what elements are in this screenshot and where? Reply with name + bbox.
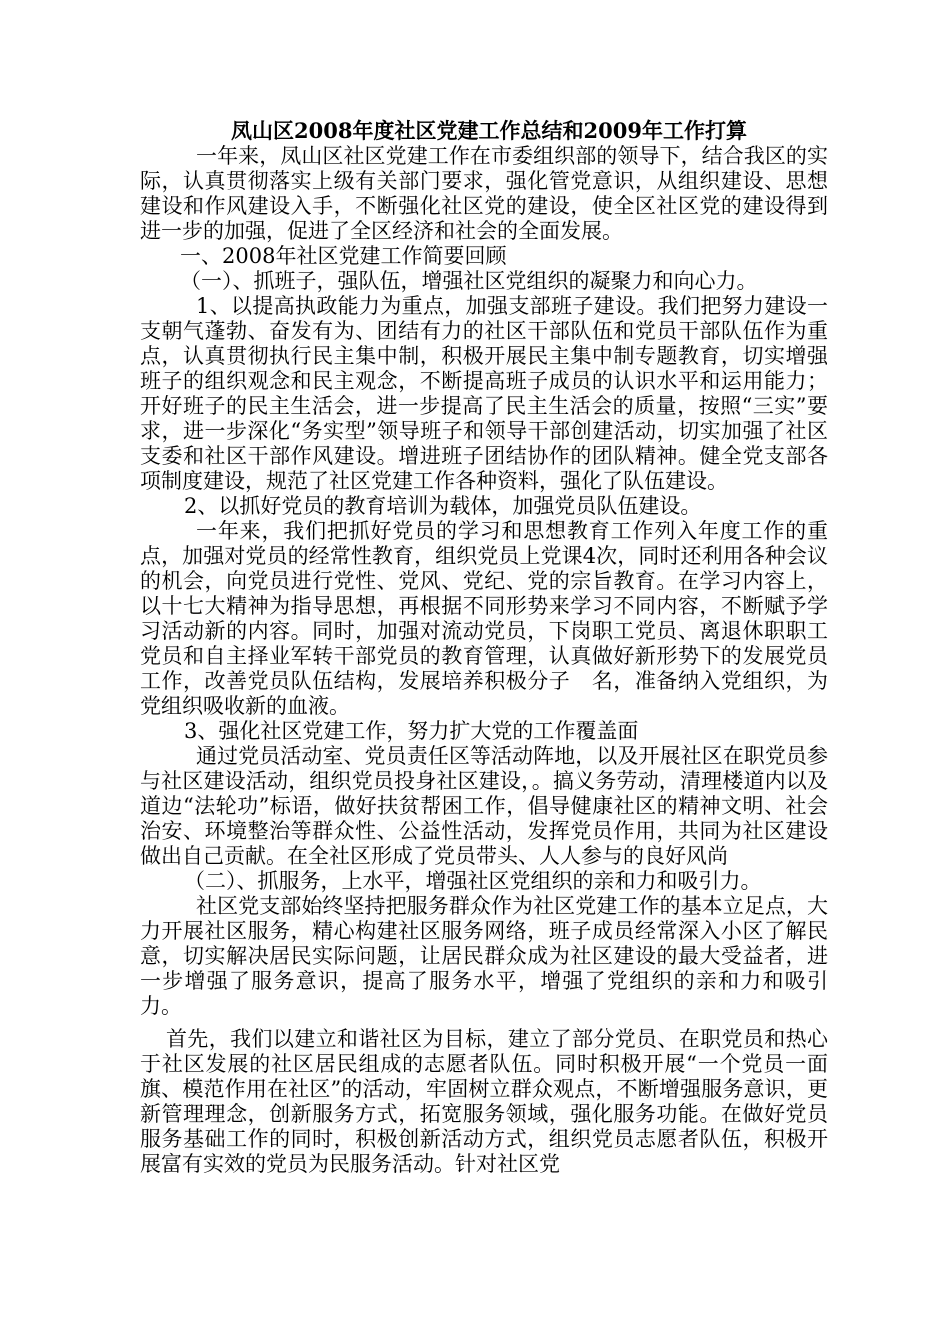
item-2-paragraph: 一年来，我们把抓好党员的学习和思想教育工作列入年度工作的重点，加强对党员的经常性教育，组织党员上党课4次，同时还利用各种会议的机会，向党员进行党性、党风、党纪、党的宗旨教育。在学习内容上，以十七大精神为指导思想，再根据不同形势来学习不同内容，不断赋予学习活动新的内容。同时，加强对流动党员，下岗职工党员、离退休职职工党员和自主择业军转干部党员的教育管理，认真做好新形势下的发展党员工作，改善党员队伍结构，发展培养积极分子 名，准备纳入党组织，为党组织吸收新的血液。 bbox=[140, 519, 828, 718]
section-heading-review: 一、2008年社区党建工作简要回顾 bbox=[180, 244, 507, 268]
first-point-paragraph: 首先，我们以建立和谐社区为目标，建立了部分党员、在职党员和热心于社区发展的社区居民组成的志愿者队伍。同时积极开展“一个党员一面旗、模范作用在社区”的活动，牢固树立群众观点，不断增强服务意识，更新管理理念，创新服务方式，拓宽服务领域，强化服务功能。在做好党员服务基础工作的同时，积极创新活动方式，组织党员志愿者队伍，积极开展富有实效的党员为民服务活动。针对社区党 bbox=[140, 1027, 828, 1176]
item-3-paragraph: 通过党员活动室、党员责任区等活动阵地，以及开展社区在职党员参与社区建设活动，组织党员投身社区建设，。搞义务劳动，清理楼道内以及道边“法轮功”标语，做好扶贫帮困工作，倡导健康社区的精神文明、社会治安、环境整治等群众性、公益性活动，发挥党员作用，共同为社区建设做出自己贡献。在全社区形成了党员带头、人人参与的良好风尚 bbox=[140, 744, 828, 868]
subsection-heading-1: （一）、抓班子，强队伍，增强社区党组织的凝聚力和向心力。 bbox=[180, 269, 758, 293]
item-2-heading: 2、以抓好党员的教育培训为载体，加强党员队伍建设。 bbox=[184, 494, 702, 518]
service-paragraph: 社区党支部始终坚持把服务群众作为社区党建工作的基本立足点，大力开展社区服务，精心构建社区服务网络，班子成员经常深入小区了解民意，切实解决居民实际问题，让居民群众成为社区建设的最大受益者，进一步增强了服务意识，提高了服务水平，增强了党组织的亲和力和吸引力。 bbox=[140, 894, 828, 1018]
item-3-heading: 3、强化社区党建工作，努力扩大党的工作覆盖面 bbox=[184, 719, 639, 743]
document-page bbox=[140, 118, 828, 1177]
item-1-paragraph: 1、以提高执政能力为重点，加强支部班子建设。我们把努力建设一支朝气蓬勃、奋发有为、团结有力的社区干部队伍和党员干部队伍作为重点，认真贯彻执行民主集中制，积极开展民主集中制专题教育，切实增强班子的组织观念和民主观念，不断提高班子成员的认识水平和运用能力；开好班子的民主生活会，进一步提高了民主生活会的质量，按照“三实”要求，进一步深化“务实型”领导班子和领导干部创建活动，切实加强了社区支委和社区干部作风建设。增进班子团结协作的团队精神。健全党支部各项制度建设，规范了社区党建工作各种资料，强化了队伍建设。 bbox=[140, 294, 828, 493]
document-title: 凤山区2008年度社区党建工作总结和2009年工作打算 bbox=[231, 118, 747, 143]
intro-paragraph: 一年来，凤山区社区党建工作在市委组织部的领导下，结合我区的实际，认真贯彻落实上级有关部门要求，强化管党意识，从组织建设、思想建设和作风建设入手，不断强化社区党的建设，使全区社区党的建设得到进一步的加强，促进了全区经济和社会的全面发展。 bbox=[140, 144, 828, 243]
subsection-heading-2: （二）、抓服务，上水平，增强社区党组织的亲和力和吸引力。 bbox=[184, 869, 762, 893]
